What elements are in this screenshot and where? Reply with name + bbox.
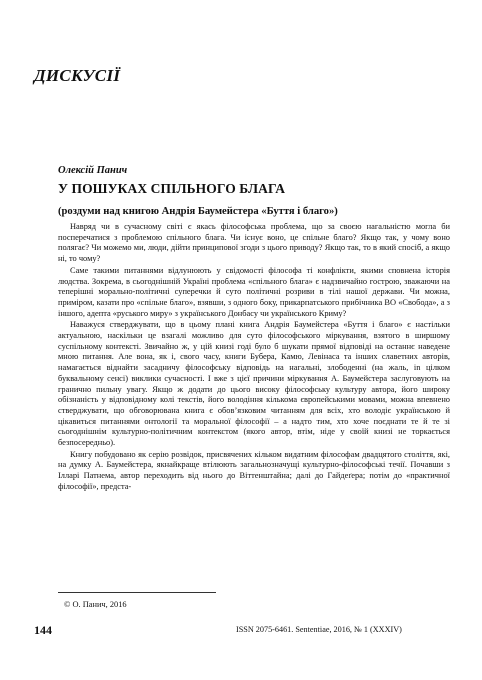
footnote: © О. Панич, 2016 xyxy=(64,600,127,609)
footnote-divider xyxy=(58,592,216,593)
article-author: Олексій Панич xyxy=(58,165,128,176)
article-title: У ПОШУКАХ СПІЛЬНОГО БЛАГА xyxy=(58,181,286,196)
paragraph: Книгу побудовано як серію розвідок, присвячених кільком видатним філософам двадцятого століття, які, на думку А. Баумейстера, якнайкраще втілюють загальнозначущі культурно-філософські течії. Почавши з Ілларі Патнема, автор переходить від нього до Віттенштайна; далі до Гайдеґера; потім до «практичної філософії», предста- xyxy=(58,449,450,491)
paragraph: Навряд чи в сучасному світі є якась філософська проблема, що за своєю нагальністю могла би посперечатися з проблемою спільного блага. Чи існує воно, це спільне благо? Якщо так, у чому воно полягає? Чи можемо ми, люди, дійти принципової згоди з цього приводу? Якщо так, то в який спосіб, а якщо ні, то чому? xyxy=(58,222,450,264)
section-title: ДИСКУСІЇ xyxy=(34,66,121,85)
page-number: 144 xyxy=(34,623,52,637)
paragraph: Наважуся стверджувати, що в цьому плані книга Андрія Баумейстера «Буття і благо» є настільки актуальною, наскільки це взагалі можливо для суто філософського міркування, взятого в ширшому суспільному контексті. Звичайно ж, у цій книзі годі було б шукати прямої відповіді на останнє наведене мною питання. Але вона, як і, свого часу, книги Бубера, Камю, Левінаса та інших славетних авторів, намагається віднайти засадничу філософську відповідь на нагальні, злободенні (на жаль, in цілком буквальному сенсі) виклики сучасності. І вже з цієї причини міркування А. Баумейстера заслуговують на гранично пильну увагу. Якщо ж додати до цього високу філософську культуру автора, його широку обізнаність у відповідному колі текстів, його володіння кількома європейськими мовами, можна впевнено стверджувати, що обговорювана книга є обов’язковим читанням для всіх, хто володіє українською й цікавиться питаннями онтології та моральної філософії – а надто тим, хто хоче поєднати те й те зі сьогоднішнім культурно-політичним контекстом (якого автор, втім, ніде у своїй книзі не торкається безпосередньо). xyxy=(58,320,450,448)
journal-issn-line: ISSN 2075-6461. Sententiae, 2016, № 1 (XXXIV) xyxy=(236,625,402,634)
article-subtitle: (роздуми над книгою Андрія Баумейстера «Буття і благо») xyxy=(58,206,338,217)
article-body xyxy=(58,222,450,493)
paragraph: Саме такими питаннями відлунюють у свідомості філософа ті конфлікти, якими сповнена історія людства. Зокрема, в сьогоднішній Україні проблема «спільного блага» є надзвичайно гострою, зважаючи на теперішні морально-політичні суперечки й суто політичні розриви в тілі нашої держави. Чи можна, приміром, казати про «спільне благо», взявши, з одного боку, прикарпатського прибічника ВО «Свобода», а з іншого, адепта «руського миру» з українського Донбасу чи українського Криму? xyxy=(58,265,450,318)
